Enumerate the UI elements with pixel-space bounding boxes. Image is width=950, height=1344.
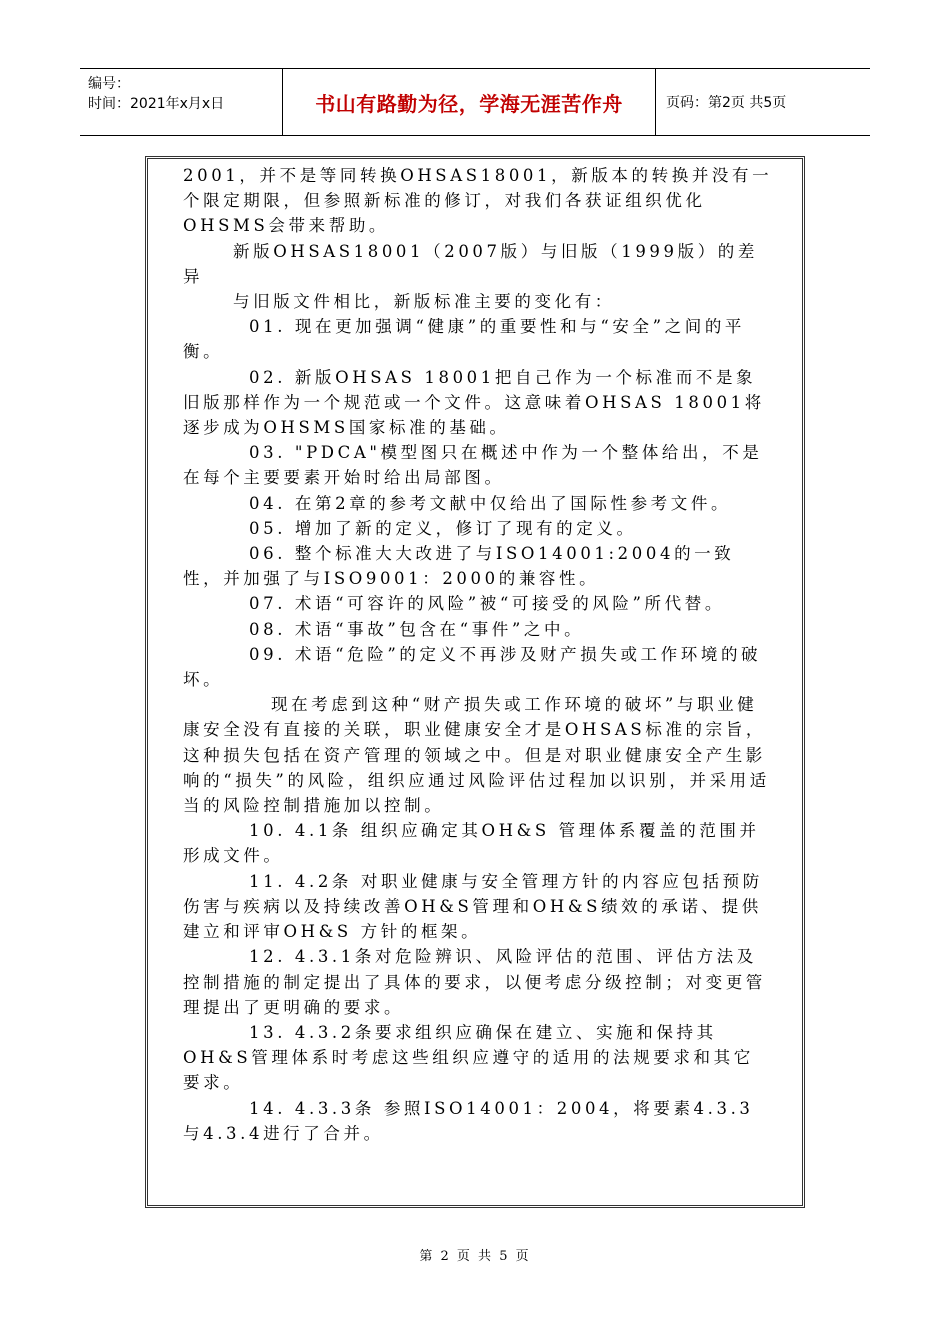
paragraph: 2001，并不是等同转换OHSAS18001，新版本的转换并没有一个限定期限，但参照新标准的修订，对我们各获证组织优化OHSMS会带来帮助。 [183, 166, 773, 236]
list-item: 12. 4.3.1条对危险辨识、风险评估的范围、评估方法及控制措施的制定提出了具体的要求，以便考虑分级控制；对变更管理提出了更明确的要求。 [183, 947, 766, 1017]
number-label: 编号： [88, 76, 130, 92]
header-page-number: 页码：第2页 共5页 [666, 95, 787, 111]
list-item: 14. 4.3.3条 参照ISO14001：2004，将要素4.3.3 与4.3.4进行了合并。 [183, 1098, 754, 1143]
list-item: 07. 术语“可容许的风险”被“可接受的风险”所代替。 [249, 594, 725, 614]
header-motto: 书山有路勤为径，学海无涯苦作舟 [283, 69, 656, 135]
content-body [183, 163, 773, 1146]
list-item: 10. 4.1条 组织应确定其OH&S 管理体系覆盖的范围并形成文件。 [183, 821, 760, 866]
list-item: 01. 现在更加强调“健康”的重要性和与“安全”之间的平衡。 [183, 317, 746, 362]
list-item: 11. 4.2条 对职业健康与安全管理方针的内容应包括预防伤害与疾病以及持续改善OH&S管理和OH&S绩效的承诺、提供建立和评审OH&S 方针的框架。 [183, 871, 763, 942]
list-item: 05. 增加了新的定义，修订了现有的定义。 [249, 518, 637, 538]
header-left-cell [80, 69, 283, 135]
document-header [80, 68, 870, 136]
date-label: 时间：2021年x月x日 [88, 96, 225, 112]
paragraph: 与旧版文件相比，新版标准主要的变化有： [233, 292, 615, 312]
content-frame [145, 156, 805, 1208]
section-heading: 新版OHSAS18001（2007版）与旧版（1999版）的差异 [183, 241, 759, 286]
list-item: 03. "PDCA"模型图只在概述中作为一个整体给出，不是在每个主要要素开始时给出局部图。 [183, 443, 763, 488]
list-item: 02. 新版OHSAS 18001把自己作为一个标准而不是象旧版那样作为一个规范或一个文件。这意味着OHSAS 18001将逐步成为OHSMS国家标准的基础。 [183, 367, 765, 438]
list-item: 08. 术语“事故”包含在“事件”之中。 [249, 619, 585, 639]
list-item: 04. 在第2章的参考文献中仅给出了国际性参考文件。 [249, 493, 732, 513]
page-footer: 第 2 页 共 5 页 [419, 1249, 531, 1264]
list-item: 09. 术语“危险”的定义不再涉及财产损失或工作环境的破坏。 [183, 644, 762, 690]
list-item: 06. 整个标准大大改进了与ISO14001:2004的一致性，并加强了与ISO9001：2000的兼容性。 [183, 544, 735, 589]
paragraph: 现在考虑到这种“财产损失或工作环境的破坏”与职业健康安全没有直接的关联，职业健康安全才是OHSAS标准的宗旨，这种损失包括在资产管理的领域之中。但是对职业健康安全产生影响的“损失”的风险，组织应通过风险评估过程加以识别，并采用适当的风险控制措施加以控制。 [183, 695, 770, 816]
list-item: 13. 4.3.2条要求组织应确保在建立、实施和保持其OH&S管理体系时考虑这些组织应遵守的适用的法规要求和其它要求。 [183, 1022, 754, 1093]
